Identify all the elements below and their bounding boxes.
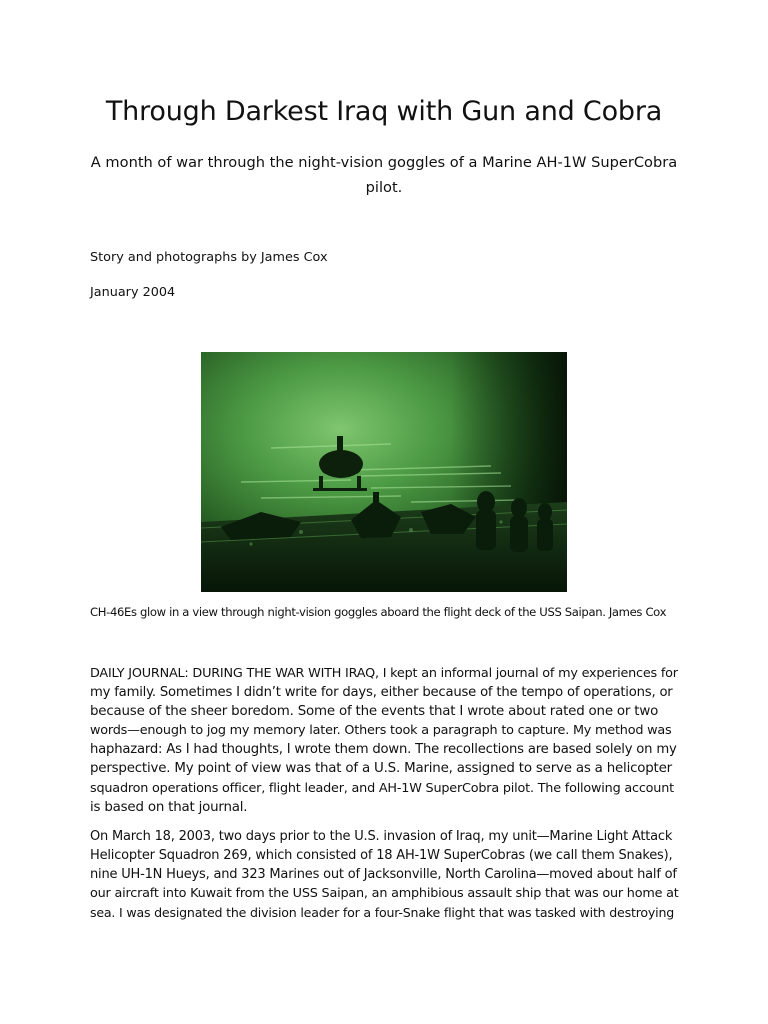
body-paragraph-2	[90, 827, 678, 922]
text-line: our aircraft into Kuwait from the USS Saipan, an amphibious assault ship that was our home at	[90, 886, 679, 902]
photo-caption: CH-46Es glow in a view through night-vision goggles aboard the flight deck of the USS Saipan. James Cox	[90, 605, 667, 619]
text-line: words—enough to jog my memory later. Others took a paragraph to capture. My method was	[90, 723, 672, 739]
publication-date: January 2004	[90, 285, 176, 300]
text-line: haphazard: As I had thoughts, I wrote them down. The recollections are based solely on my	[90, 742, 677, 758]
article-subtitle	[90, 150, 678, 200]
text-line: On March 18, 2003, two days prior to the U.S. invasion of Iraq, my unit—Marine Light Attack	[90, 829, 673, 844]
article-title: Through Darkest Iraq with Gun and Cobra	[105, 96, 663, 127]
body-paragraph-1	[90, 664, 678, 817]
subtitle-line: pilot.	[365, 179, 403, 196]
text-line: because of the sheer boredom. Some of the events that I wrote about rated one or two	[90, 704, 659, 720]
text-line: sea. I was designated the division leader for a four-Snake flight that was tasked with destroying	[90, 905, 675, 921]
text-line: nine UH-1N Hueys, and 323 Marines out of Jacksonville, North Carolina—moved about half of	[90, 867, 677, 883]
text-line: perspective. My point of view was that of a U.S. Marine, assigned to serve as a helicopter	[90, 761, 672, 777]
photo-illustration	[201, 352, 567, 592]
byline: Story and photographs by James Cox	[90, 250, 328, 265]
night-vision-photo	[201, 352, 567, 592]
subtitle-line: A month of war through the night-vision goggles of a Marine AH-1W SuperCobra	[90, 154, 678, 171]
text-line: DAILY JOURNAL: DURING THE WAR WITH IRAQ, I kept an informal journal of my experiences for	[90, 666, 678, 681]
text-line: my family. Sometimes I didn’t write for days, either because of the tempo of operations, or	[90, 685, 673, 701]
text-line: is based on that journal.	[90, 799, 248, 815]
text-line: Helicopter Squadron 269, which consisted of 18 AH-1W SuperCobras (we call them Snakes),	[90, 848, 673, 864]
text-line: squadron operations officer, flight leader, and AH-1W SuperCobra pilot. The following account	[90, 780, 674, 796]
